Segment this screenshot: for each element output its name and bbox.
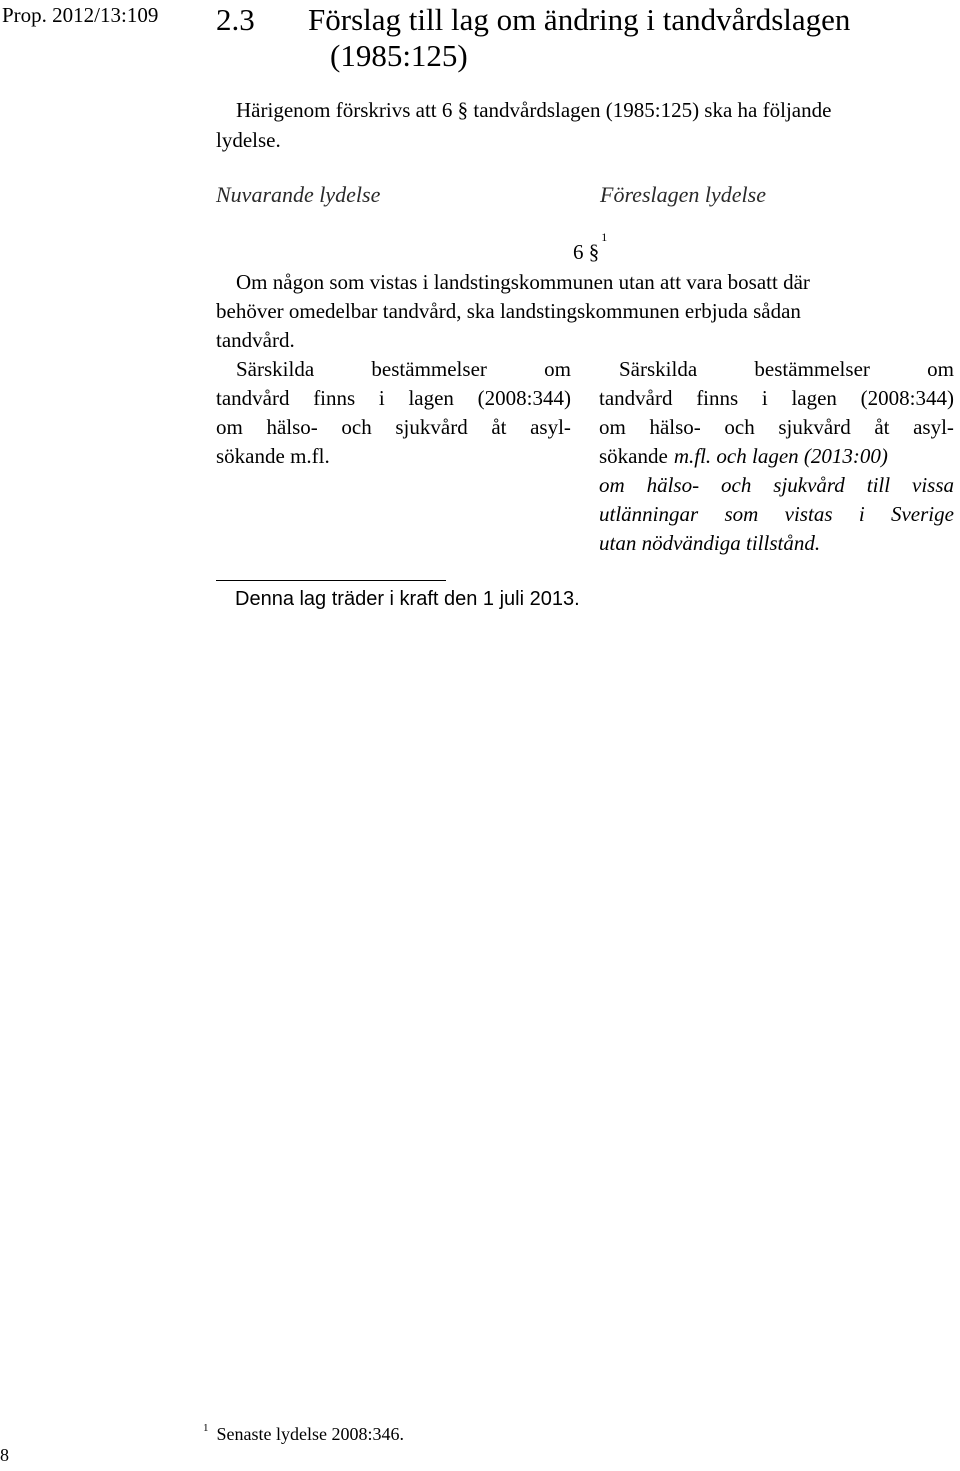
word: och	[341, 415, 372, 439]
word: utlänningar	[599, 502, 699, 526]
proposed-line	[599, 413, 954, 442]
word: asyl-	[913, 415, 954, 439]
word: bestämmelser	[371, 357, 487, 381]
word: sjukvård	[395, 415, 468, 439]
section-heading	[216, 2, 850, 74]
proposed-wording-column	[599, 355, 954, 558]
word: asyl-	[530, 415, 571, 439]
intro-line2: lydelse.	[216, 128, 281, 152]
word: Särskilda	[619, 357, 698, 381]
word: åt	[491, 415, 507, 439]
footnote-number: 1	[203, 1422, 209, 1434]
common-line2: behöver omedelbar tandvård, ska landstingskommunen erbjuda sådan	[216, 299, 801, 323]
intro-line1: Härigenom förskrivs att 6 § tandvårdslagen (1985:125) ska ha följande	[236, 98, 832, 122]
word: vissa	[912, 473, 954, 497]
word: hälso-	[646, 473, 700, 497]
word: lagen	[408, 386, 454, 410]
proposed-line	[599, 442, 954, 471]
word: tandvård	[216, 386, 290, 410]
proposed-line	[599, 529, 954, 558]
word: lagen	[791, 386, 837, 410]
word: sjukvård	[778, 415, 851, 439]
proposed-line	[599, 471, 954, 500]
current-line	[216, 413, 571, 442]
proposed-line	[599, 355, 954, 384]
common-line1: Om någon som vistas i landstingskommunen utan att vara bosatt där	[236, 270, 810, 294]
section-number	[573, 230, 608, 265]
heading-number: 2.3	[216, 2, 255, 37]
word: till	[866, 473, 891, 497]
proposed-wording-label: Föreslagen lydelse	[600, 182, 766, 207]
footnote-text: Senaste lydelse 2008:346.	[216, 1424, 404, 1444]
word: om	[927, 357, 954, 381]
word: finns	[696, 386, 739, 410]
word: (2008:344)	[477, 386, 571, 410]
intro-paragraph	[216, 95, 956, 155]
current-line	[216, 355, 571, 384]
section-label: 6 §	[573, 240, 600, 264]
word: utan nödvändiga tillstånd.	[599, 531, 821, 555]
word: hälso-	[649, 415, 701, 439]
word: och	[721, 473, 752, 497]
footnote	[203, 1424, 404, 1445]
current-wording-column	[216, 355, 571, 471]
word: åt	[874, 415, 890, 439]
word: finns	[313, 386, 356, 410]
word: tandvård	[599, 386, 673, 410]
word: Särskilda	[236, 357, 315, 381]
proposition-label: Prop. 2012/13:109	[2, 3, 159, 27]
page-number: 8	[0, 1445, 9, 1465]
word: om	[216, 415, 243, 439]
word: om	[599, 473, 625, 497]
word: sjukvård	[773, 473, 845, 497]
common-line3: tandvård.	[216, 328, 295, 352]
common-paragraph	[216, 268, 956, 355]
divider-rule	[216, 580, 446, 581]
heading-title-line2: (1985:125)	[330, 38, 468, 73]
word: i	[378, 386, 385, 410]
current-line	[216, 384, 571, 413]
word: sökande	[599, 444, 668, 468]
word: i	[761, 386, 768, 410]
word: bestämmelser	[754, 357, 870, 381]
word: i	[858, 502, 865, 526]
word: och	[724, 415, 755, 439]
proposed-line	[599, 384, 954, 413]
word: vistas	[784, 502, 833, 526]
footnote-reference: 1	[601, 230, 608, 244]
word: hälso-	[266, 415, 318, 439]
proposed-line	[599, 500, 954, 529]
word: om	[599, 415, 626, 439]
current-wording-label: Nuvarande lydelse	[216, 182, 381, 207]
word: Sverige	[890, 502, 954, 526]
word: om	[544, 357, 571, 381]
amended-text: m.fl. och lagen (2013:00)	[673, 444, 888, 468]
entry-into-force: Denna lag träder i kraft den 1 juli 2013.	[235, 588, 580, 610]
current-line	[216, 442, 571, 471]
word: sökande m.fl.	[216, 444, 330, 468]
heading-title-line1: Förslag till lag om ändring i tandvårdslagen	[308, 2, 851, 37]
word: (2008:344)	[860, 386, 954, 410]
word: som	[724, 502, 759, 526]
